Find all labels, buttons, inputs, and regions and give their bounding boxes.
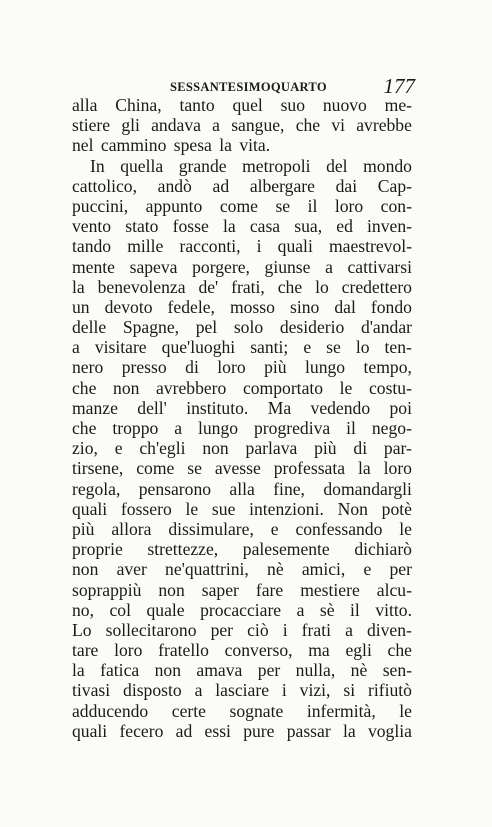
word: parlava	[245, 438, 298, 459]
text-line	[72, 640, 412, 660]
text-line	[72, 357, 412, 377]
word: quella	[120, 155, 164, 176]
word: frati,	[231, 276, 265, 297]
text-line	[72, 257, 412, 277]
word: sapeva	[129, 256, 178, 277]
word: allora	[111, 518, 152, 539]
text-line	[72, 277, 412, 297]
word: credettero	[341, 276, 412, 297]
word: vi	[331, 115, 346, 136]
word: a	[174, 418, 183, 438]
word: santi;	[250, 337, 289, 358]
word: quale	[146, 599, 185, 620]
word: porgere,	[192, 256, 250, 277]
word: infermità,	[306, 700, 376, 721]
text-line	[72, 317, 412, 337]
word: giunse	[264, 256, 311, 277]
word: con-	[380, 195, 412, 216]
word: se	[275, 195, 291, 216]
word: che	[72, 418, 97, 438]
word: frati	[301, 619, 331, 640]
word: appunto	[145, 195, 203, 216]
word: se	[326, 337, 341, 358]
word: la	[358, 458, 371, 479]
word: alla	[229, 478, 255, 499]
word: passar	[286, 720, 331, 741]
word: mente	[72, 256, 115, 277]
text-line	[72, 559, 412, 579]
word: instituto.	[186, 397, 249, 418]
word: più	[72, 518, 95, 539]
word: i	[281, 680, 287, 701]
text-line	[72, 600, 412, 620]
word: di	[353, 438, 368, 459]
word: grande	[178, 155, 227, 176]
word: ciò	[247, 619, 269, 640]
word: comportato	[242, 377, 324, 398]
word: andò	[157, 175, 192, 196]
word: aver	[116, 559, 147, 580]
word: puccini,	[72, 195, 129, 216]
word: stato	[125, 216, 159, 237]
word: sognate	[229, 700, 284, 721]
word: avrebbe	[356, 115, 412, 136]
word: visitare	[94, 337, 147, 358]
text-line	[72, 620, 412, 640]
word: tanto	[179, 95, 215, 115]
word: maestrevol-	[328, 236, 412, 257]
word: desiderio	[279, 317, 345, 338]
word: intenzioni.	[249, 498, 324, 519]
text-line	[72, 378, 412, 398]
word: fedele,	[167, 296, 215, 317]
word: inven-	[367, 216, 412, 237]
word: nuovo	[322, 95, 367, 115]
word: pel	[195, 317, 218, 338]
word: mestiere	[300, 579, 360, 600]
word: dell'	[137, 397, 167, 418]
word: cattivarsi	[347, 256, 412, 277]
word: fondo	[370, 296, 412, 317]
word: China,	[115, 95, 162, 115]
word: per	[389, 559, 412, 580]
word: tivasi	[72, 680, 111, 701]
word: strettezze,	[147, 539, 219, 560]
word: il	[350, 599, 360, 620]
word: manze	[72, 397, 118, 418]
text-line	[72, 115, 412, 135]
word: Non	[337, 498, 368, 519]
word: vitto.	[375, 599, 412, 620]
word: non	[72, 559, 99, 580]
text-line	[72, 337, 412, 357]
word: si	[343, 680, 356, 701]
word: tare	[72, 640, 99, 661]
word: col	[109, 599, 131, 620]
word: saper	[201, 579, 239, 600]
word: nego-	[371, 418, 412, 438]
text-line	[72, 580, 412, 600]
word: non	[202, 438, 229, 459]
word: come	[136, 458, 175, 479]
word: d'andar	[360, 317, 412, 338]
word: zio,	[72, 438, 98, 459]
word: converso,	[224, 640, 293, 661]
word: confessando	[295, 518, 383, 539]
word: i	[256, 236, 262, 257]
word: a	[325, 256, 333, 277]
word: regola,	[72, 478, 121, 499]
word: metropoli	[242, 155, 311, 176]
word: alcu-	[376, 579, 412, 600]
word: nè	[350, 660, 368, 681]
page-number: 177	[383, 74, 415, 98]
word: che	[72, 377, 97, 398]
text-line	[72, 297, 412, 317]
word: vedendo	[310, 397, 371, 418]
word: certe	[171, 700, 206, 721]
word: fatica	[100, 660, 140, 681]
word: lasciare	[215, 680, 269, 701]
text-line	[72, 236, 412, 256]
word: no,	[72, 599, 94, 620]
word: non	[158, 579, 185, 600]
word: nulla,	[295, 660, 336, 681]
word: egli	[345, 640, 372, 661]
word: stiere	[72, 115, 111, 136]
word: la	[222, 216, 236, 237]
word: pure	[243, 720, 275, 741]
word: il	[307, 195, 318, 216]
word: loro	[114, 640, 143, 661]
word: Ma	[267, 397, 292, 418]
word: soprappiù	[72, 579, 142, 600]
word: non	[113, 377, 140, 398]
word: dal	[334, 296, 356, 317]
word: più	[314, 438, 337, 459]
word: nero	[72, 357, 104, 378]
text-line	[72, 176, 412, 196]
text-line	[72, 156, 412, 176]
text-line	[72, 398, 412, 418]
word: a	[194, 680, 203, 701]
word: come	[219, 195, 258, 216]
word: delle	[72, 317, 107, 338]
word: troppo	[112, 418, 159, 438]
word: essi	[204, 720, 231, 741]
word: alla	[72, 95, 98, 115]
word: vento	[72, 216, 112, 237]
word: amici,	[301, 559, 346, 580]
word: par-	[383, 438, 412, 459]
word: adducendo	[72, 700, 149, 721]
word: per	[210, 619, 234, 640]
word: Cap-	[377, 175, 412, 196]
text-line	[72, 418, 412, 438]
word: suo	[280, 95, 306, 115]
word: pensarono	[138, 478, 212, 499]
word: vizi,	[299, 680, 331, 701]
word: lo	[355, 337, 370, 358]
word: ten-	[384, 337, 412, 358]
word: Spagne,	[122, 317, 180, 338]
word: per	[257, 660, 281, 681]
word: che	[277, 276, 303, 297]
word: sen-	[382, 660, 412, 681]
word: progrediva	[254, 418, 331, 438]
word: procacciare	[200, 599, 282, 620]
word: del	[326, 155, 348, 176]
text-line	[72, 701, 412, 721]
word: le	[185, 498, 199, 519]
word: a	[296, 599, 305, 620]
text-line	[72, 539, 412, 559]
text-line	[72, 95, 412, 115]
word: loro	[217, 357, 246, 378]
word: fecero	[119, 720, 164, 741]
word: le	[339, 377, 353, 398]
word: domandargli	[323, 478, 412, 499]
word: mille	[127, 236, 164, 257]
word: il	[346, 418, 356, 438]
text-line	[72, 499, 412, 519]
word: e	[270, 518, 279, 539]
word: la	[72, 276, 85, 297]
word: costu-	[368, 377, 412, 398]
word: quali	[72, 498, 108, 519]
word: voglia	[367, 720, 412, 741]
word: quali	[277, 236, 313, 257]
word: cattolico,	[72, 175, 137, 196]
word: quali	[72, 720, 108, 741]
word: le	[399, 700, 412, 721]
word: fosse	[172, 216, 209, 237]
word: Lo	[72, 619, 92, 640]
word: racconti,	[179, 236, 241, 257]
word: poi	[389, 397, 412, 418]
word: casa	[249, 216, 281, 237]
word: a	[72, 337, 80, 358]
word: tempo,	[363, 357, 412, 378]
text-line	[72, 458, 412, 478]
word: devoto	[104, 296, 153, 317]
word: me-	[384, 95, 412, 115]
word: fine,	[273, 478, 305, 499]
word: sè	[319, 599, 335, 620]
word: disposto	[123, 680, 182, 701]
word: sino	[289, 296, 320, 317]
word: e	[303, 337, 312, 358]
word: fratello	[158, 640, 209, 661]
word: tirsene,	[72, 458, 124, 479]
word: che	[295, 115, 321, 136]
word: potè	[381, 498, 412, 519]
text-line	[72, 680, 412, 700]
word: la	[72, 660, 85, 681]
word: lungo	[305, 357, 346, 378]
word: sue	[211, 498, 236, 519]
word: In	[90, 155, 105, 176]
word: benevolenza	[97, 276, 186, 297]
word: gli	[121, 115, 140, 136]
word: lo	[315, 276, 329, 297]
word: fossero	[120, 498, 172, 519]
text-line	[72, 721, 412, 741]
word: albergare	[249, 175, 315, 196]
running-title: SESSANTESIMOQUARTO	[170, 80, 327, 94]
text-line	[72, 216, 412, 236]
text-line	[72, 196, 412, 216]
word: dai	[335, 175, 358, 196]
text-line	[72, 479, 412, 499]
word: la	[342, 720, 356, 741]
word: più	[264, 357, 287, 378]
word: avesse	[214, 458, 261, 479]
word: amava	[196, 660, 243, 681]
text-line: nel cammino spesa la vita.	[72, 135, 271, 156]
word: e	[114, 438, 123, 459]
word: solo	[233, 317, 264, 338]
word: di	[185, 357, 199, 378]
word: mosso	[229, 296, 275, 317]
text-line	[72, 519, 412, 539]
word: andava	[151, 115, 201, 136]
word: a	[212, 115, 220, 136]
word: ad	[175, 720, 193, 741]
word: professata	[273, 458, 346, 479]
word: un	[72, 296, 90, 317]
word: sangue,	[231, 115, 285, 136]
word: avrebbero	[156, 377, 227, 398]
text-line	[72, 438, 412, 458]
word: que'luoghi	[161, 337, 236, 358]
word: loro	[383, 458, 412, 479]
word: dichiarò	[354, 539, 412, 560]
word: de'	[198, 276, 219, 297]
word: diven-	[366, 619, 412, 640]
word: che	[387, 640, 412, 661]
word: mondo	[363, 155, 412, 176]
word: proprie	[72, 539, 123, 560]
word: ch'egli	[139, 438, 186, 459]
word: le	[399, 518, 412, 539]
text-line	[72, 660, 412, 680]
word: fare	[255, 579, 284, 600]
word: a	[345, 619, 353, 640]
word: sollecitarono	[105, 619, 197, 640]
word: tando	[72, 236, 112, 257]
word: rifiutò	[367, 680, 412, 701]
word: nè	[267, 559, 284, 580]
word: ne'quattrini,	[165, 559, 249, 580]
word: lungo	[197, 418, 239, 438]
word: dissimulare,	[168, 518, 254, 539]
word: se	[187, 458, 202, 479]
word: sua,	[294, 216, 323, 237]
word: e	[363, 559, 372, 580]
word: presso	[121, 357, 167, 378]
word: i	[282, 619, 288, 640]
word: quel	[232, 95, 263, 115]
word: ma	[308, 640, 330, 661]
word: non	[154, 660, 181, 681]
body-text	[72, 95, 412, 741]
word: palesemente	[242, 539, 330, 560]
word: ed	[336, 216, 353, 237]
word: loro	[334, 195, 364, 216]
word: ad	[212, 175, 230, 196]
